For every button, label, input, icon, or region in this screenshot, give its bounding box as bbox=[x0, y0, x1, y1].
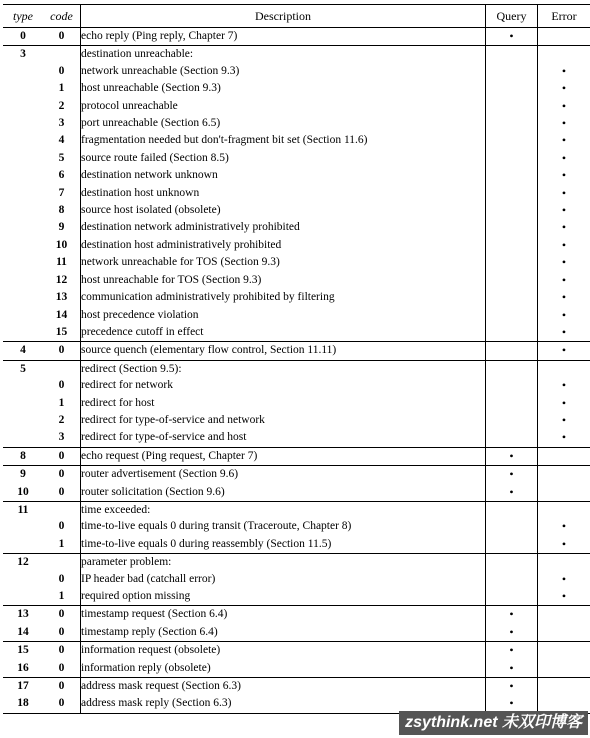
query-cell bbox=[486, 518, 538, 535]
type-cell: 4 bbox=[20, 344, 26, 357]
query-bullet-icon: • bbox=[509, 696, 514, 711]
query-cell bbox=[486, 219, 538, 236]
type-cell: 9 bbox=[20, 468, 26, 481]
code-cell: 5 bbox=[58, 151, 65, 164]
code-cell: 0 bbox=[58, 30, 65, 42]
query-cell bbox=[486, 624, 538, 642]
error-cell bbox=[538, 624, 590, 642]
query-bullet-icon: • bbox=[509, 448, 514, 463]
error-bullet-icon: • bbox=[561, 430, 567, 445]
error-cell bbox=[538, 395, 590, 412]
description-cell: address mask request (Section 6.3) bbox=[81, 678, 486, 696]
error-bullet-icon: • bbox=[561, 150, 567, 165]
description-cell: destination unreachable: bbox=[81, 46, 486, 63]
error-cell bbox=[538, 219, 590, 236]
query-cell bbox=[486, 237, 538, 254]
error-cell bbox=[538, 272, 590, 289]
code-cell: 1 bbox=[58, 590, 65, 602]
message-group bbox=[3, 606, 590, 642]
query-cell bbox=[486, 202, 538, 219]
table-row bbox=[3, 360, 590, 377]
header-error: Error bbox=[538, 5, 590, 28]
type-cell: 18 bbox=[17, 697, 29, 710]
error-cell bbox=[538, 28, 590, 46]
table-row bbox=[3, 466, 590, 484]
error-cell bbox=[538, 588, 590, 606]
code-cell bbox=[43, 554, 81, 571]
query-bullet-icon: • bbox=[509, 467, 514, 482]
description-cell: timestamp reply (Section 6.4) bbox=[81, 624, 486, 642]
type-cell bbox=[3, 272, 43, 289]
table-row bbox=[3, 518, 590, 535]
error-bullet-icon: • bbox=[561, 133, 567, 148]
error-bullet-icon: • bbox=[561, 324, 567, 339]
description-cell: communication administratively prohibited by filtering bbox=[81, 289, 486, 306]
description-cell: network unreachable (Section 9.3) bbox=[81, 63, 486, 80]
error-cell bbox=[538, 132, 590, 149]
code-cell: 0 bbox=[58, 661, 65, 674]
message-group bbox=[3, 642, 590, 678]
query-cell bbox=[486, 501, 538, 518]
error-cell bbox=[538, 447, 590, 465]
query-cell bbox=[486, 377, 538, 394]
description-cell: timestamp request (Section 6.4) bbox=[81, 606, 486, 624]
type-cell: 0 bbox=[20, 30, 26, 42]
table-row bbox=[3, 588, 590, 606]
message-group bbox=[3, 501, 590, 553]
query-cell bbox=[486, 642, 538, 660]
type-cell bbox=[3, 150, 43, 167]
query-bullet-icon: • bbox=[509, 643, 514, 658]
query-bullet-icon: • bbox=[509, 607, 514, 622]
code-cell: 4 bbox=[58, 134, 65, 147]
query-cell bbox=[486, 571, 538, 588]
error-bullet-icon: • bbox=[561, 536, 567, 551]
description-cell: required option missing bbox=[81, 588, 486, 606]
table-row bbox=[3, 395, 590, 412]
message-group bbox=[3, 447, 590, 465]
code-cell: 0 bbox=[58, 344, 65, 357]
query-bullet-icon: • bbox=[509, 679, 514, 694]
table-row bbox=[3, 678, 590, 696]
query-bullet-icon: • bbox=[509, 660, 514, 675]
type-cell bbox=[3, 395, 43, 412]
error-bullet-icon: • bbox=[561, 63, 567, 78]
description-cell: time-to-live equals 0 during transit (Traceroute, Chapter 8) bbox=[81, 518, 486, 535]
table-row bbox=[3, 536, 590, 554]
table-row bbox=[3, 324, 590, 342]
table-row bbox=[3, 150, 590, 167]
description-cell: network unreachable for TOS (Section 9.3) bbox=[81, 254, 486, 271]
error-cell bbox=[538, 80, 590, 97]
error-cell bbox=[538, 606, 590, 624]
description-cell: source route failed (Section 8.5) bbox=[81, 150, 486, 167]
error-cell bbox=[538, 501, 590, 518]
icmp-message-types-table bbox=[3, 4, 590, 714]
table-header bbox=[3, 5, 590, 28]
type-cell bbox=[3, 98, 43, 115]
error-cell bbox=[538, 98, 590, 115]
query-cell bbox=[486, 412, 538, 429]
type-cell: 15 bbox=[17, 644, 29, 657]
query-cell bbox=[486, 429, 538, 447]
query-cell bbox=[486, 484, 538, 502]
error-cell bbox=[538, 484, 590, 502]
type-cell: 10 bbox=[17, 485, 29, 498]
query-cell bbox=[486, 115, 538, 132]
code-cell: 0 bbox=[58, 520, 65, 533]
type-cell: 8 bbox=[20, 449, 26, 462]
description-cell: router solicitation (Section 9.6) bbox=[81, 484, 486, 502]
error-bullet-icon: • bbox=[561, 255, 567, 270]
type-cell bbox=[3, 377, 43, 394]
error-cell bbox=[538, 536, 590, 554]
table-row bbox=[3, 447, 590, 465]
error-cell bbox=[538, 254, 590, 271]
message-group bbox=[3, 28, 590, 46]
table-row bbox=[3, 342, 590, 360]
code-cell: 8 bbox=[58, 204, 65, 217]
type-cell bbox=[3, 132, 43, 149]
description-cell: redirect (Section 9.5): bbox=[81, 360, 486, 377]
table-row bbox=[3, 167, 590, 184]
code-cell: 0 bbox=[58, 697, 65, 710]
type-cell: 5 bbox=[20, 362, 26, 375]
error-bullet-icon: • bbox=[561, 98, 567, 113]
code-cell bbox=[43, 501, 81, 518]
error-bullet-icon: • bbox=[561, 272, 567, 287]
type-cell: 13 bbox=[17, 608, 29, 621]
query-cell bbox=[486, 98, 538, 115]
table-row bbox=[3, 484, 590, 502]
type-cell bbox=[3, 536, 43, 554]
table-row bbox=[3, 606, 590, 624]
table-row bbox=[3, 202, 590, 219]
description-cell: redirect for host bbox=[81, 395, 486, 412]
error-bullet-icon: • bbox=[561, 81, 567, 96]
type-cell bbox=[3, 63, 43, 80]
query-cell bbox=[486, 588, 538, 606]
message-group bbox=[3, 678, 590, 714]
watermark: zsythink.net 未双印博客 bbox=[399, 711, 588, 735]
query-cell bbox=[486, 606, 538, 624]
code-cell bbox=[43, 360, 81, 377]
description-cell: address mask reply (Section 6.3) bbox=[81, 695, 486, 713]
code-cell: 1 bbox=[58, 396, 65, 409]
type-cell bbox=[3, 185, 43, 202]
error-cell bbox=[538, 150, 590, 167]
description-cell: destination host unknown bbox=[81, 185, 486, 202]
description-cell: destination network administratively prohibited bbox=[81, 219, 486, 236]
query-cell bbox=[486, 307, 538, 324]
code-cell: 0 bbox=[58, 379, 65, 392]
description-cell: time exceeded: bbox=[81, 501, 486, 518]
error-cell bbox=[538, 289, 590, 306]
error-cell bbox=[538, 571, 590, 588]
query-cell bbox=[486, 28, 538, 46]
code-cell: 0 bbox=[58, 572, 65, 585]
query-cell bbox=[486, 395, 538, 412]
error-cell bbox=[538, 660, 590, 678]
error-cell bbox=[538, 342, 590, 360]
code-cell: 0 bbox=[58, 468, 65, 481]
description-cell: IP header bad (catchall error) bbox=[81, 571, 486, 588]
error-cell bbox=[538, 678, 590, 696]
message-group bbox=[3, 342, 590, 360]
table-row bbox=[3, 412, 590, 429]
description-cell: redirect for type-of-service and host bbox=[81, 429, 486, 447]
table-row bbox=[3, 254, 590, 271]
table-row bbox=[3, 28, 590, 46]
error-cell bbox=[538, 360, 590, 377]
query-cell bbox=[486, 660, 538, 678]
message-group bbox=[3, 554, 590, 606]
code-cell: 0 bbox=[58, 608, 65, 621]
code-cell: 12 bbox=[55, 273, 68, 286]
type-cell bbox=[3, 289, 43, 306]
query-cell bbox=[486, 132, 538, 149]
code-cell: 7 bbox=[58, 186, 65, 199]
header-description: Description bbox=[81, 5, 486, 28]
type-cell: 17 bbox=[17, 680, 29, 693]
query-cell bbox=[486, 324, 538, 342]
error-cell bbox=[538, 167, 590, 184]
type-cell: 11 bbox=[17, 503, 29, 516]
error-bullet-icon: • bbox=[561, 571, 567, 586]
code-cell: 2 bbox=[58, 413, 65, 426]
error-bullet-icon: • bbox=[561, 116, 567, 131]
query-bullet-icon: • bbox=[509, 484, 514, 499]
type-cell bbox=[3, 588, 43, 606]
query-cell bbox=[486, 678, 538, 696]
description-cell: information reply (obsolete) bbox=[81, 660, 486, 678]
type-cell bbox=[3, 167, 43, 184]
description-cell: redirect for type-of-service and network bbox=[81, 412, 486, 429]
error-bullet-icon: • bbox=[561, 185, 567, 200]
description-cell: precedence cutoff in effect bbox=[81, 324, 486, 342]
error-cell bbox=[538, 46, 590, 63]
code-cell: 1 bbox=[58, 537, 65, 550]
error-cell bbox=[538, 115, 590, 132]
query-cell bbox=[486, 63, 538, 80]
error-bullet-icon: • bbox=[561, 589, 567, 603]
error-bullet-icon: • bbox=[561, 237, 567, 252]
error-cell bbox=[538, 307, 590, 324]
code-cell: 14 bbox=[55, 308, 68, 321]
table-row bbox=[3, 80, 590, 97]
type-cell: 3 bbox=[20, 48, 26, 61]
error-bullet-icon: • bbox=[561, 220, 567, 235]
code-cell: 10 bbox=[55, 238, 68, 251]
code-cell: 0 bbox=[58, 625, 65, 638]
table-row bbox=[3, 98, 590, 115]
description-cell: protocol unreachable bbox=[81, 98, 486, 115]
type-cell bbox=[3, 219, 43, 236]
description-cell: redirect for network bbox=[81, 377, 486, 394]
code-cell: 0 bbox=[58, 485, 65, 498]
description-cell: information request (obsolete) bbox=[81, 642, 486, 660]
error-cell bbox=[538, 466, 590, 484]
table-row bbox=[3, 660, 590, 678]
error-bullet-icon: • bbox=[561, 378, 567, 393]
type-cell bbox=[3, 202, 43, 219]
query-cell bbox=[486, 185, 538, 202]
error-cell bbox=[538, 185, 590, 202]
table-row bbox=[3, 307, 590, 324]
type-cell bbox=[3, 115, 43, 132]
description-cell: source host isolated (obsolete) bbox=[81, 202, 486, 219]
message-group bbox=[3, 46, 590, 342]
query-bullet-icon: • bbox=[509, 624, 514, 639]
message-group bbox=[3, 360, 590, 447]
type-cell bbox=[3, 80, 43, 97]
table-row bbox=[3, 132, 590, 149]
code-cell: 0 bbox=[58, 449, 65, 462]
description-cell: host precedence violation bbox=[81, 307, 486, 324]
code-cell: 9 bbox=[58, 221, 65, 234]
query-cell bbox=[486, 360, 538, 377]
header-code: code bbox=[43, 5, 81, 28]
type-cell: 14 bbox=[17, 625, 29, 638]
table-row bbox=[3, 501, 590, 518]
code-cell: 2 bbox=[58, 99, 65, 112]
table-row bbox=[3, 46, 590, 63]
table-row bbox=[3, 429, 590, 447]
error-bullet-icon: • bbox=[561, 203, 567, 218]
code-cell: 0 bbox=[58, 644, 65, 657]
type-cell bbox=[3, 307, 43, 324]
query-cell bbox=[486, 150, 538, 167]
type-cell bbox=[3, 254, 43, 271]
code-cell: 15 bbox=[55, 325, 68, 338]
table-row bbox=[3, 185, 590, 202]
message-group bbox=[3, 466, 590, 502]
query-cell bbox=[486, 254, 538, 271]
code-cell: 3 bbox=[58, 117, 65, 130]
table-row bbox=[3, 289, 590, 306]
table-row bbox=[3, 237, 590, 254]
type-cell: 12 bbox=[17, 556, 29, 569]
table-row bbox=[3, 63, 590, 80]
query-cell bbox=[486, 342, 538, 360]
type-cell bbox=[3, 237, 43, 254]
code-cell: 1 bbox=[58, 82, 65, 95]
type-cell: 16 bbox=[17, 661, 29, 674]
type-cell bbox=[3, 324, 43, 342]
description-cell: host unreachable (Section 9.3) bbox=[81, 80, 486, 97]
description-cell: fragmentation needed but don't-fragment bit set (Section 11.6) bbox=[81, 132, 486, 149]
type-cell bbox=[3, 412, 43, 429]
description-cell: time-to-live equals 0 during reassembly (Section 11.5) bbox=[81, 536, 486, 554]
query-cell bbox=[486, 466, 538, 484]
query-cell bbox=[486, 536, 538, 554]
description-cell: parameter problem: bbox=[81, 554, 486, 571]
code-cell: 6 bbox=[58, 169, 65, 182]
table-row bbox=[3, 571, 590, 588]
query-cell bbox=[486, 554, 538, 571]
table-row bbox=[3, 377, 590, 394]
code-cell: 13 bbox=[55, 291, 68, 304]
error-bullet-icon: • bbox=[561, 412, 567, 427]
error-cell bbox=[538, 518, 590, 535]
query-bullet-icon: • bbox=[509, 29, 514, 43]
code-cell: 11 bbox=[56, 256, 67, 269]
error-cell bbox=[538, 377, 590, 394]
table-row bbox=[3, 624, 590, 642]
description-cell: port unreachable (Section 6.5) bbox=[81, 115, 486, 132]
error-bullet-icon: • bbox=[561, 395, 567, 410]
description-cell: destination network unknown bbox=[81, 167, 486, 184]
query-cell bbox=[486, 46, 538, 63]
table-row bbox=[3, 642, 590, 660]
error-bullet-icon: • bbox=[561, 168, 567, 183]
error-bullet-icon: • bbox=[561, 343, 567, 358]
type-cell bbox=[3, 518, 43, 535]
error-bullet-icon: • bbox=[561, 307, 567, 322]
query-cell bbox=[486, 447, 538, 465]
error-cell bbox=[538, 554, 590, 571]
description-cell: host unreachable for TOS (Section 9.3) bbox=[81, 272, 486, 289]
error-cell bbox=[538, 412, 590, 429]
error-bullet-icon: • bbox=[561, 519, 567, 534]
header-query: Query bbox=[486, 5, 538, 28]
query-cell bbox=[486, 272, 538, 289]
description-cell: echo reply (Ping reply, Chapter 7) bbox=[81, 28, 486, 46]
error-cell bbox=[538, 63, 590, 80]
query-cell bbox=[486, 289, 538, 306]
description-cell: echo request (Ping request, Chapter 7) bbox=[81, 447, 486, 465]
query-cell bbox=[486, 80, 538, 97]
code-cell: 0 bbox=[58, 64, 65, 77]
error-cell bbox=[538, 237, 590, 254]
table-row bbox=[3, 554, 590, 571]
query-cell bbox=[486, 167, 538, 184]
description-cell: destination host administratively prohibited bbox=[81, 237, 486, 254]
description-cell: router advertisement (Section 9.6) bbox=[81, 466, 486, 484]
type-cell bbox=[3, 429, 43, 447]
error-cell bbox=[538, 642, 590, 660]
code-cell bbox=[43, 46, 81, 63]
error-cell bbox=[538, 202, 590, 219]
code-cell: 3 bbox=[58, 431, 65, 444]
table-row bbox=[3, 115, 590, 132]
error-cell bbox=[538, 324, 590, 342]
type-cell bbox=[3, 571, 43, 588]
header-row bbox=[3, 5, 590, 28]
header-type: type bbox=[3, 5, 43, 28]
description-cell: source quench (elementary flow control, Section 11.11) bbox=[81, 342, 486, 360]
error-cell bbox=[538, 429, 590, 447]
error-bullet-icon: • bbox=[561, 290, 567, 305]
table-row bbox=[3, 272, 590, 289]
code-cell: 0 bbox=[58, 680, 65, 693]
table-row bbox=[3, 219, 590, 236]
